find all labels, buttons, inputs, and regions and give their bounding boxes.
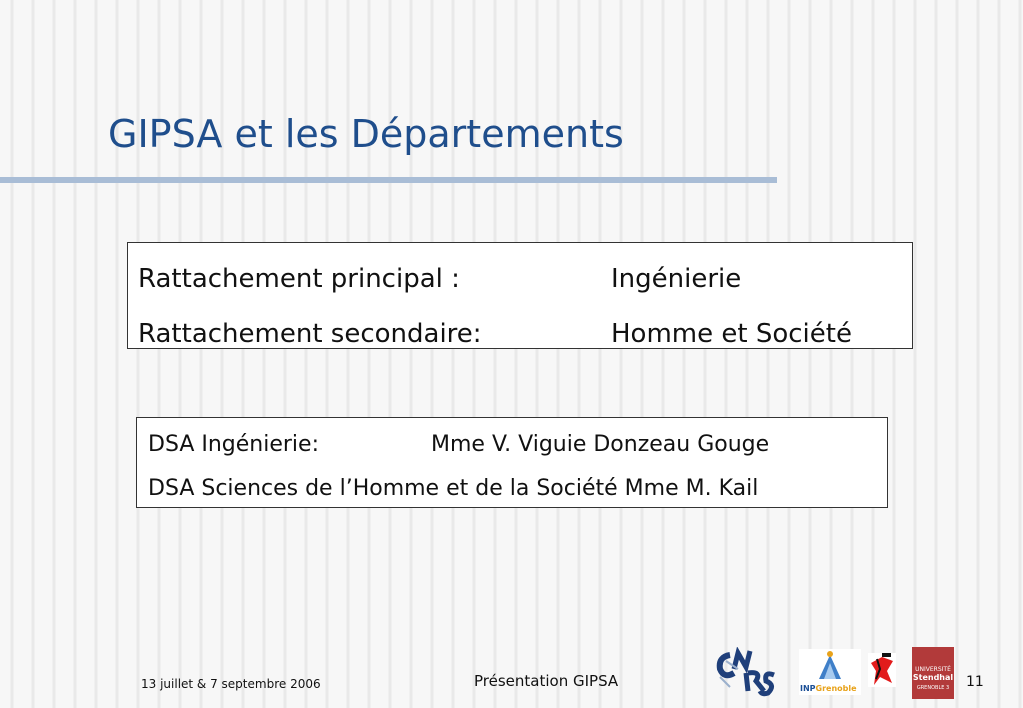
- attachments-box: [127, 242, 913, 349]
- stendhal-logo: [912, 647, 954, 699]
- director-label: DSA Sciences de l’Homme et de la Société: [148, 475, 618, 501]
- director-value: Mme V. Viguie Donzeau Gouge: [431, 431, 770, 457]
- footer-date: 13 juillet & 7 septembre 2006: [141, 677, 321, 691]
- page-number: 11: [966, 674, 984, 690]
- attachment-row-secondary: [138, 306, 912, 361]
- title-underline: [0, 177, 777, 183]
- director-row-social-sciences: [148, 466, 887, 510]
- svg-text:UNIVERSITÉ: UNIVERSITÉ: [915, 666, 951, 673]
- footer-title: Présentation GIPSA: [474, 672, 619, 690]
- attachment-value: Homme et Société: [611, 318, 852, 349]
- svg-text:GRENOBLE 3: GRENOBLE 3: [916, 685, 950, 691]
- slide-title: GIPSA et les Départements: [108, 112, 624, 156]
- svg-text:Stendhal: Stendhal: [912, 673, 954, 682]
- attachment-value: Ingénierie: [611, 263, 742, 294]
- partner-logos: [716, 645, 956, 700]
- attachment-label: Rattachement principal :: [138, 263, 460, 294]
- cnrs-logo: [716, 647, 778, 697]
- directors-box: [136, 417, 888, 508]
- director-row-engineering: [148, 422, 887, 466]
- ujf-logo: [868, 653, 896, 687]
- director-value: Mme M. Kail: [624, 475, 759, 501]
- director-label: DSA Ingénierie:: [148, 431, 319, 457]
- attachment-label: Rattachement secondaire:: [138, 318, 482, 349]
- attachment-row-primary: [138, 251, 912, 306]
- inp-grenoble-logo: [799, 649, 861, 695]
- svg-text:INPGrenoble: INPGrenoble: [800, 684, 857, 693]
